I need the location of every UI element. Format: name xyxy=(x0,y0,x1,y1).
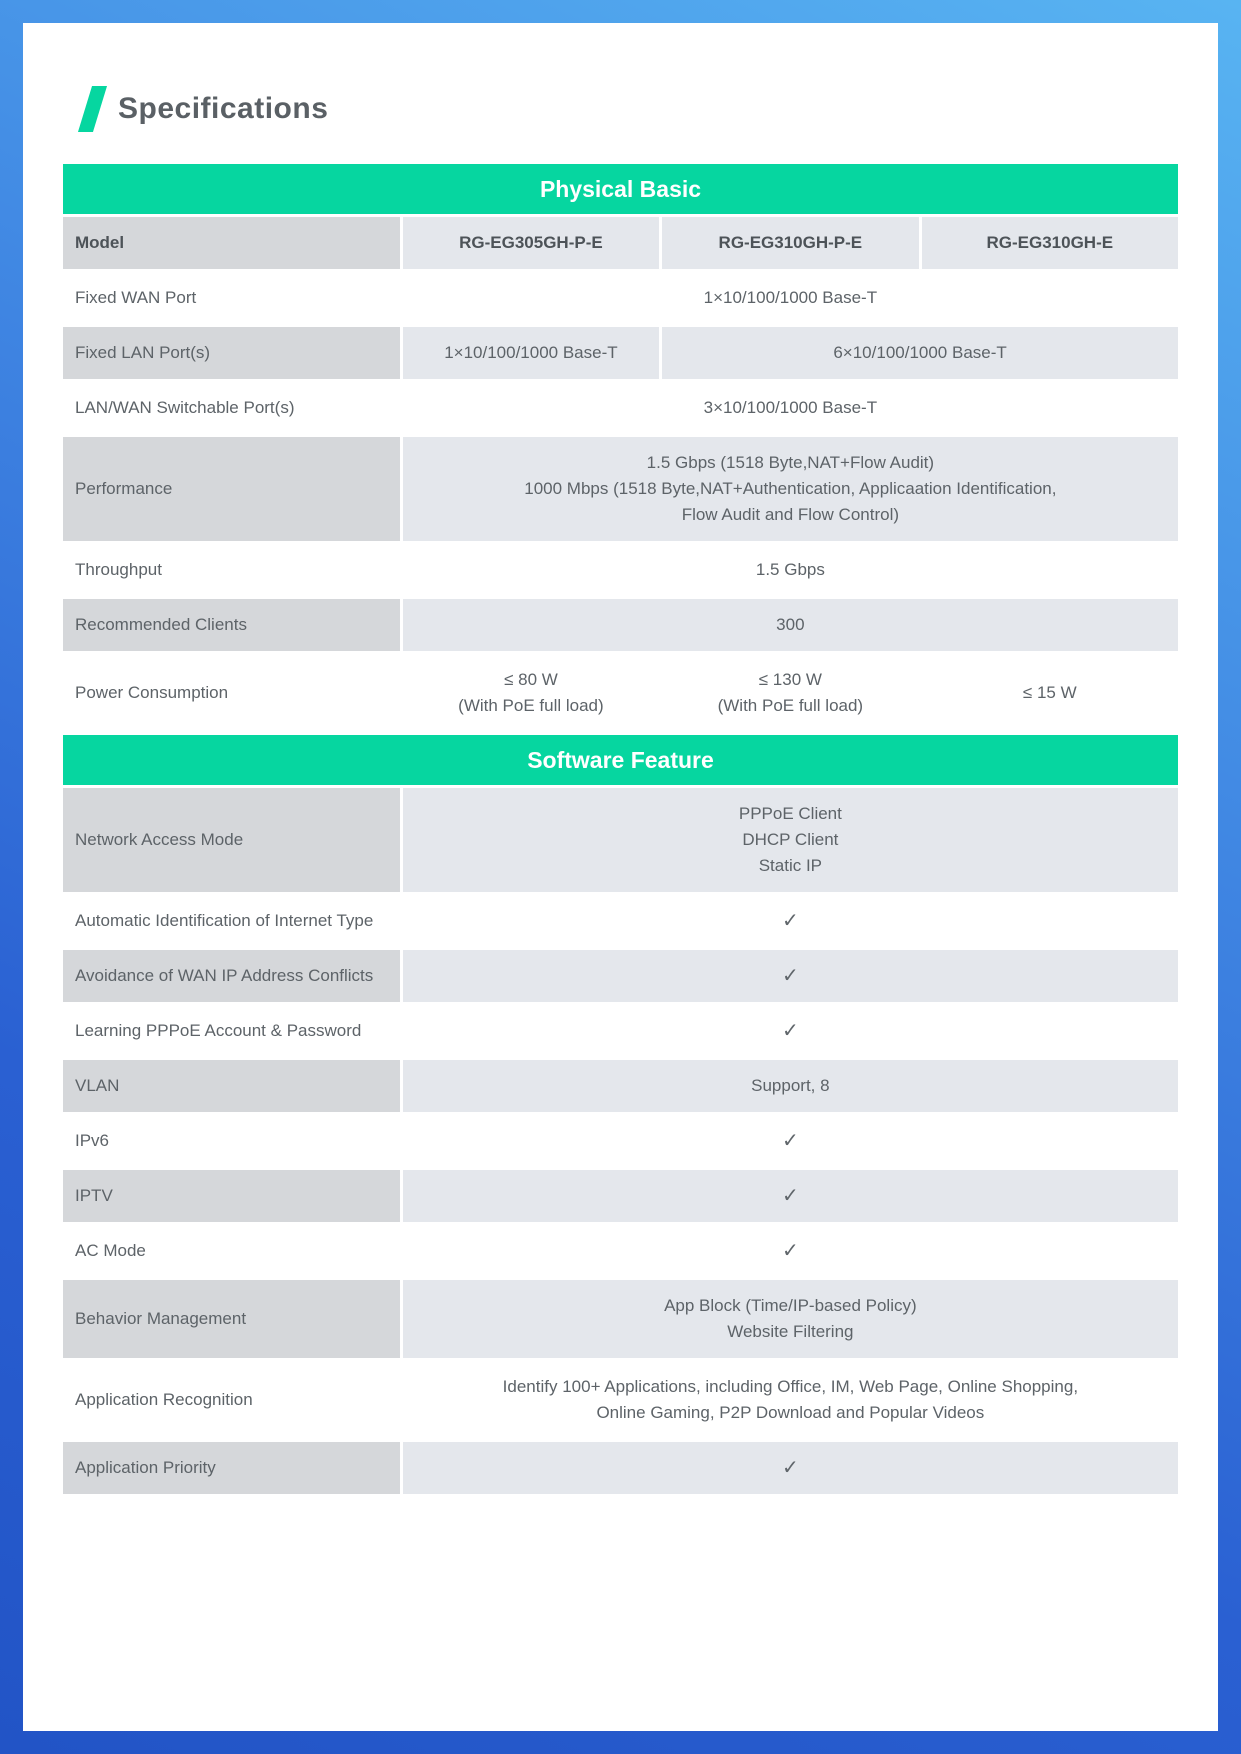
row-label: Fixed WAN Port xyxy=(75,288,197,307)
value-line: 1000 Mbps (1518 Byte,NAT+Authentication, Applicaation Identification, xyxy=(524,479,1057,498)
row-label: IPv6 xyxy=(75,1131,110,1150)
row-label: Power Consumption xyxy=(75,683,229,702)
table-row xyxy=(63,437,1178,541)
row-label: Application Recognition xyxy=(75,1390,253,1409)
value-line: ✓ xyxy=(781,1457,799,1479)
row-value xyxy=(403,788,1178,892)
table-row xyxy=(63,1442,1178,1494)
value-line: ≤ 80 W xyxy=(504,670,558,689)
content-card xyxy=(23,23,1218,1731)
value-line: Static IP xyxy=(758,856,823,875)
value-line: 3×10/100/1000 Base-T xyxy=(703,398,878,417)
row-label: Recommended Clients xyxy=(63,599,400,651)
value-line: RG-EG310GH-E xyxy=(986,233,1114,252)
section-header-physical-basic: Physical Basic xyxy=(63,164,1178,214)
table-row xyxy=(63,544,1178,596)
value-line: Flow Audit and Flow Control) xyxy=(681,505,900,524)
row-label: Network Access Mode xyxy=(63,788,400,892)
row-label: VLAN xyxy=(63,1060,400,1112)
table-row xyxy=(63,1005,1178,1057)
table-row xyxy=(63,217,1178,269)
spec-table xyxy=(63,164,1178,1494)
table-row xyxy=(63,1115,1178,1167)
value-line: 1×10/100/1000 Base-T xyxy=(703,288,878,307)
row-label: AC Mode xyxy=(75,1241,146,1260)
check-icon xyxy=(403,1170,1178,1222)
check-icon xyxy=(403,950,1178,1002)
row-value xyxy=(403,382,1178,434)
value-line: RG-EG305GH-P-E xyxy=(459,233,603,252)
check-icon xyxy=(403,1115,1178,1167)
row-value xyxy=(403,654,659,732)
row-label: Throughput xyxy=(75,560,162,579)
value-line: ≤ 130 W xyxy=(758,670,822,689)
table-row xyxy=(63,1060,1178,1112)
value-line: 1.5 Gbps (1518 Byte,NAT+Flow Audit) xyxy=(646,453,935,472)
section-header-software-feature: Software Feature xyxy=(63,735,1178,785)
row-value xyxy=(403,599,1178,651)
table-row xyxy=(63,788,1178,892)
row-label: Behavior Management xyxy=(63,1280,400,1358)
table-row xyxy=(63,654,1178,732)
value-line: ✓ xyxy=(781,1240,799,1262)
row-value xyxy=(922,654,1178,732)
row-value xyxy=(662,654,918,732)
table-row xyxy=(63,895,1178,947)
check-icon xyxy=(403,895,1178,947)
row-label: Model xyxy=(63,217,400,269)
value-line: 1.5 Gbps xyxy=(755,560,825,579)
row-value xyxy=(403,217,659,269)
row-label: LAN/WAN Switchable Port(s) xyxy=(75,398,295,417)
row-value xyxy=(403,544,1178,596)
check-icon xyxy=(403,1442,1178,1494)
row-value xyxy=(403,1060,1178,1112)
row-value xyxy=(403,1361,1178,1439)
table-row xyxy=(63,599,1178,651)
value-line: 6×10/100/1000 Base-T xyxy=(833,343,1007,362)
value-line: ≤ 15 W xyxy=(1022,683,1077,702)
row-label: Performance xyxy=(63,437,400,541)
row-value xyxy=(403,1280,1178,1358)
table-row xyxy=(63,1361,1178,1439)
row-value xyxy=(662,327,1178,379)
value-line: 1×10/100/1000 Base-T xyxy=(444,343,618,362)
value-line: Identify 100+ Applications, including Office, IM, Web Page, Online Shopping, xyxy=(502,1377,1079,1396)
value-line: PPPoE Client xyxy=(738,804,842,823)
row-label: Learning PPPoE Account & Password xyxy=(75,1021,362,1040)
row-label: IPTV xyxy=(63,1170,400,1222)
table-row xyxy=(63,272,1178,324)
value-line: DHCP Client xyxy=(742,830,839,849)
value-line: Website Filtering xyxy=(727,1322,854,1341)
table-row xyxy=(63,327,1178,379)
table-row xyxy=(63,950,1178,1002)
table-row xyxy=(63,1225,1178,1277)
value-line: (With PoE full load) xyxy=(717,696,864,715)
table-row xyxy=(63,1280,1178,1358)
table-row xyxy=(63,1170,1178,1222)
row-label: Avoidance of WAN IP Address Conflicts xyxy=(63,950,400,1002)
value-line: Online Gaming, P2P Download and Popular Videos xyxy=(596,1403,985,1422)
table-row xyxy=(63,382,1178,434)
row-label: Fixed LAN Port(s) xyxy=(63,327,400,379)
green-slash-icon xyxy=(78,86,107,132)
value-line: ✓ xyxy=(781,1020,799,1042)
value-line: RG-EG310GH-P-E xyxy=(718,233,863,252)
title-block xyxy=(63,86,1178,132)
row-label: Automatic Identification of Internet Type xyxy=(75,911,374,930)
row-value xyxy=(922,217,1178,269)
page-title: Specifications xyxy=(118,92,329,125)
row-label: Application Priority xyxy=(63,1442,400,1494)
check-icon xyxy=(403,1005,1178,1057)
value-line: ✓ xyxy=(781,1185,799,1207)
check-icon xyxy=(403,1225,1178,1277)
row-value xyxy=(403,437,1178,541)
value-line: ✓ xyxy=(781,965,799,987)
value-line: App Block (Time/IP-based Policy) xyxy=(664,1296,917,1315)
row-value xyxy=(662,217,918,269)
value-line: ✓ xyxy=(781,1130,799,1152)
value-line: Support, 8 xyxy=(751,1076,830,1095)
value-line: (With PoE full load) xyxy=(458,696,604,715)
value-line: ✓ xyxy=(781,910,799,932)
value-line: 300 xyxy=(776,615,805,634)
row-value xyxy=(403,327,659,379)
row-value xyxy=(403,272,1178,324)
